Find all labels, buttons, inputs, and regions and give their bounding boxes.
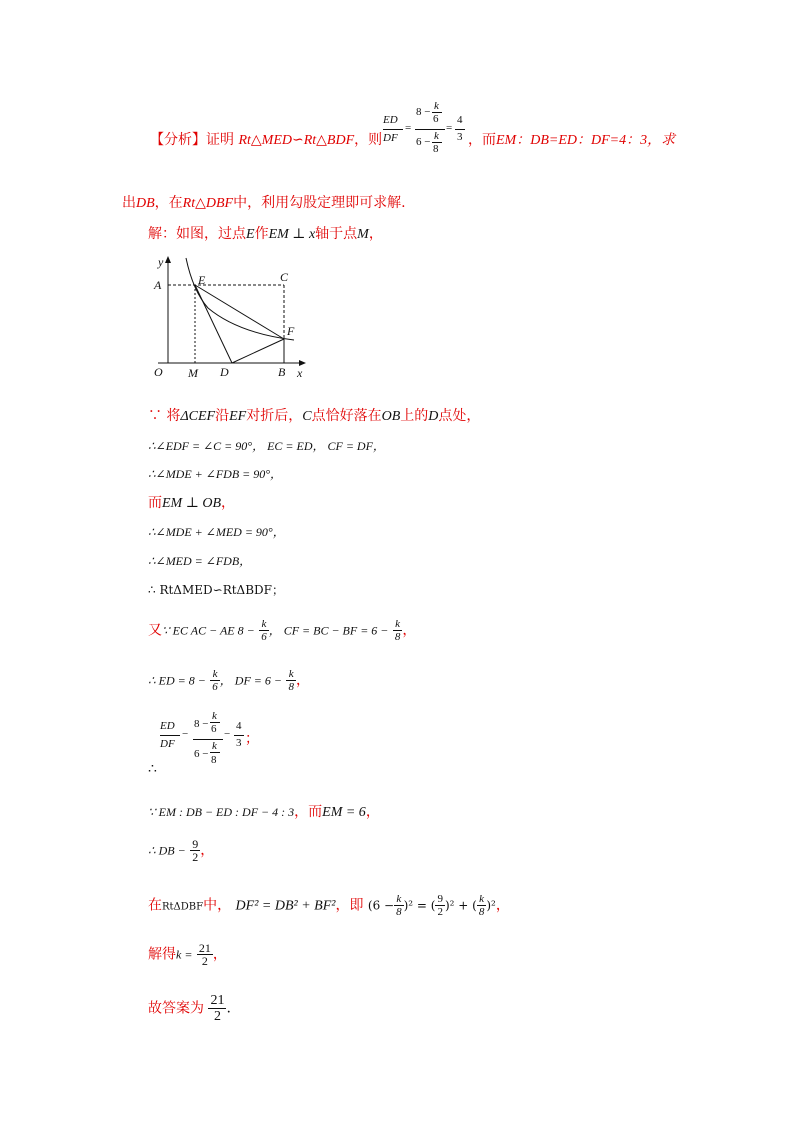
label-f: F xyxy=(287,324,295,338)
s9b: ∵ EC AC − AE 8 − xyxy=(162,623,255,638)
frac-df: DF xyxy=(383,132,398,144)
frac-4: 4 xyxy=(457,114,463,126)
solution-line-14 xyxy=(148,893,510,918)
frac-ed: ED xyxy=(383,114,398,126)
s13-frac: $\frac{9}{2}$ xyxy=(192,837,199,864)
solution-line-1 xyxy=(148,225,383,244)
s2e: 对折后， xyxy=(246,408,303,424)
a2a: 出 xyxy=(122,195,136,211)
frac-k1: k xyxy=(434,100,439,112)
a2e: 中，利用勾股定理即可求解. xyxy=(233,195,406,211)
s9d: ， xyxy=(402,622,417,639)
analysis-line-1-end xyxy=(468,131,675,150)
frac-3: 3 xyxy=(457,131,463,143)
solution-line-16 xyxy=(148,993,231,1024)
label-c: C xyxy=(280,270,289,284)
geometry-figure xyxy=(148,253,313,383)
s14i: )² xyxy=(486,898,496,913)
s1c: 轴于点 xyxy=(315,226,358,242)
a2c: ，在 xyxy=(154,195,183,211)
label-y: y xyxy=(158,255,164,269)
s9-frac-k6: $\frac{k}{6}$ xyxy=(261,618,267,643)
solution-line-5 xyxy=(148,494,235,513)
s1e: E xyxy=(246,227,255,242)
s12c: EM = 6 xyxy=(322,805,366,820)
s10-frac-k8: $\frac{k}{8}$ xyxy=(288,668,294,693)
rt-similarity: Rt△MED∽Rt△BDF xyxy=(238,133,355,148)
label-x: x xyxy=(297,366,303,380)
solution-line-8: ∴ RtΔMED∽RtΔBDF； xyxy=(148,583,284,597)
s14j: ， xyxy=(495,897,510,914)
s10-frac-k6: $\frac{k}{6}$ xyxy=(212,668,218,693)
s14-frac-k8a: $\frac{k}{8}$ xyxy=(396,893,402,918)
analysis-tag: 【分析】 xyxy=(150,132,206,148)
frac-n1: 8 − xyxy=(416,106,431,118)
solution-line-15 xyxy=(148,942,227,967)
label-e: E xyxy=(198,273,206,287)
s14g: )² = ( xyxy=(403,898,436,913)
s14c: 中， xyxy=(203,897,232,914)
s2f: C xyxy=(302,409,312,424)
analysis-line-1 xyxy=(150,131,382,150)
s10c: ， xyxy=(295,672,310,689)
s14b: RtΔDBF xyxy=(162,901,204,913)
a2b: DB xyxy=(136,196,155,211)
s1m: M xyxy=(357,227,369,242)
analysis-line-2 xyxy=(122,194,406,213)
solution-line-2 xyxy=(148,407,480,426)
s14e: ，即 xyxy=(335,897,364,914)
s9c: ， CF = BC − BF = 6 − xyxy=(268,623,389,638)
s14f: (6 − xyxy=(367,898,395,913)
solution-line-3: ∴∠EDF = ∠C = 90°， EC = ED， CF = DF， xyxy=(148,439,385,453)
s2g: 点恰好落在 xyxy=(311,408,382,424)
s14d: DF² = DB² + BF² xyxy=(235,898,336,914)
label-o: O xyxy=(154,365,163,379)
s2i: 上的 xyxy=(400,408,429,424)
s5c: ， xyxy=(221,495,236,511)
s12d: ， xyxy=(365,804,380,820)
s2h: OB xyxy=(381,409,401,424)
s9a: 又 xyxy=(148,622,162,639)
analysis-text-2: ，则 xyxy=(354,132,383,148)
s2b: ΔCEF xyxy=(180,409,216,424)
solution-line-11-semicolon: ； xyxy=(245,731,259,747)
answer-frac: $\frac{21}{2}$ xyxy=(210,993,225,1024)
solution-line-9 xyxy=(148,618,416,643)
s13a: ∴ DB − xyxy=(148,843,186,858)
s1d: ， xyxy=(368,226,383,242)
solution-line-13 xyxy=(148,838,214,863)
frac-8: 8 xyxy=(433,143,439,155)
s12a: ∵ EM : DB − ED : DF − 4 : 3 xyxy=(148,805,295,819)
analysis-text: 证明 xyxy=(206,132,234,148)
solution-line-10 xyxy=(148,668,310,693)
s2a: ∵ 将 xyxy=(148,408,181,424)
label-d: D xyxy=(220,365,229,379)
s14h: )² + ( xyxy=(444,898,477,913)
s1em: EM ⊥ x xyxy=(268,227,316,242)
s2d: EF xyxy=(229,409,247,424)
s5b: EM ⊥ OB xyxy=(162,496,222,511)
s10a: ∴ ED = 8 − xyxy=(148,673,206,688)
s2j: D xyxy=(428,409,439,424)
s14a: 在 xyxy=(148,897,162,914)
label-m: M xyxy=(188,366,198,380)
s14-frac-k8b: $\frac{k}{8}$ xyxy=(478,893,485,918)
s2k: 点处， xyxy=(438,408,481,424)
solution-line-7: ∴∠MED = ∠FDB， xyxy=(148,554,252,568)
s15-frac: $\frac{21}{2}$ xyxy=(198,941,211,968)
s15a: 解得 xyxy=(148,946,176,963)
a2d: Rt△DBF xyxy=(182,196,234,211)
solution-line-12 xyxy=(148,803,380,822)
s12b: ，而 xyxy=(294,804,323,820)
solution-line-4: ∴∠MDE + ∠FDB = 90°， xyxy=(148,467,283,481)
label-b: B xyxy=(278,365,286,379)
frac-d1: 6 − xyxy=(416,136,431,148)
s16a: 故答案为 xyxy=(148,1000,204,1017)
label-a: A xyxy=(154,278,162,292)
analysis-ratio: EM：DB=ED：DF=4：3，求 xyxy=(496,133,676,148)
s1b: 作 xyxy=(254,226,269,242)
solution-line-11-therefore: ∴ xyxy=(148,761,157,777)
s15e: ， xyxy=(212,946,227,963)
s15b: k = xyxy=(176,947,193,962)
s1a: 解：如图，过点 xyxy=(148,226,246,242)
s10b: ， DF = 6 − xyxy=(219,673,282,688)
frac-6: 6 xyxy=(433,113,439,125)
solution-fraction-11: ED DF − 8 − k 6 6 − k 8 − 4 3 xyxy=(160,706,260,772)
s14-frac-92: $\frac{9}{2}$ xyxy=(437,893,443,918)
frac-k2: k xyxy=(434,130,439,142)
s5a: 而 xyxy=(148,495,162,511)
s9-frac-k8: $\frac{k}{8}$ xyxy=(394,618,401,643)
s13d: ， xyxy=(200,842,215,859)
s16d: . xyxy=(226,1000,231,1017)
analysis-fraction: ED DF = 8 − k 6 6 − k 8 = 4 3 xyxy=(383,100,473,166)
solution-line-6: ∴∠MDE + ∠MED = 90°， xyxy=(148,525,285,539)
analysis-text-3: ，而 xyxy=(468,132,496,148)
s2c: 沿 xyxy=(215,408,230,424)
